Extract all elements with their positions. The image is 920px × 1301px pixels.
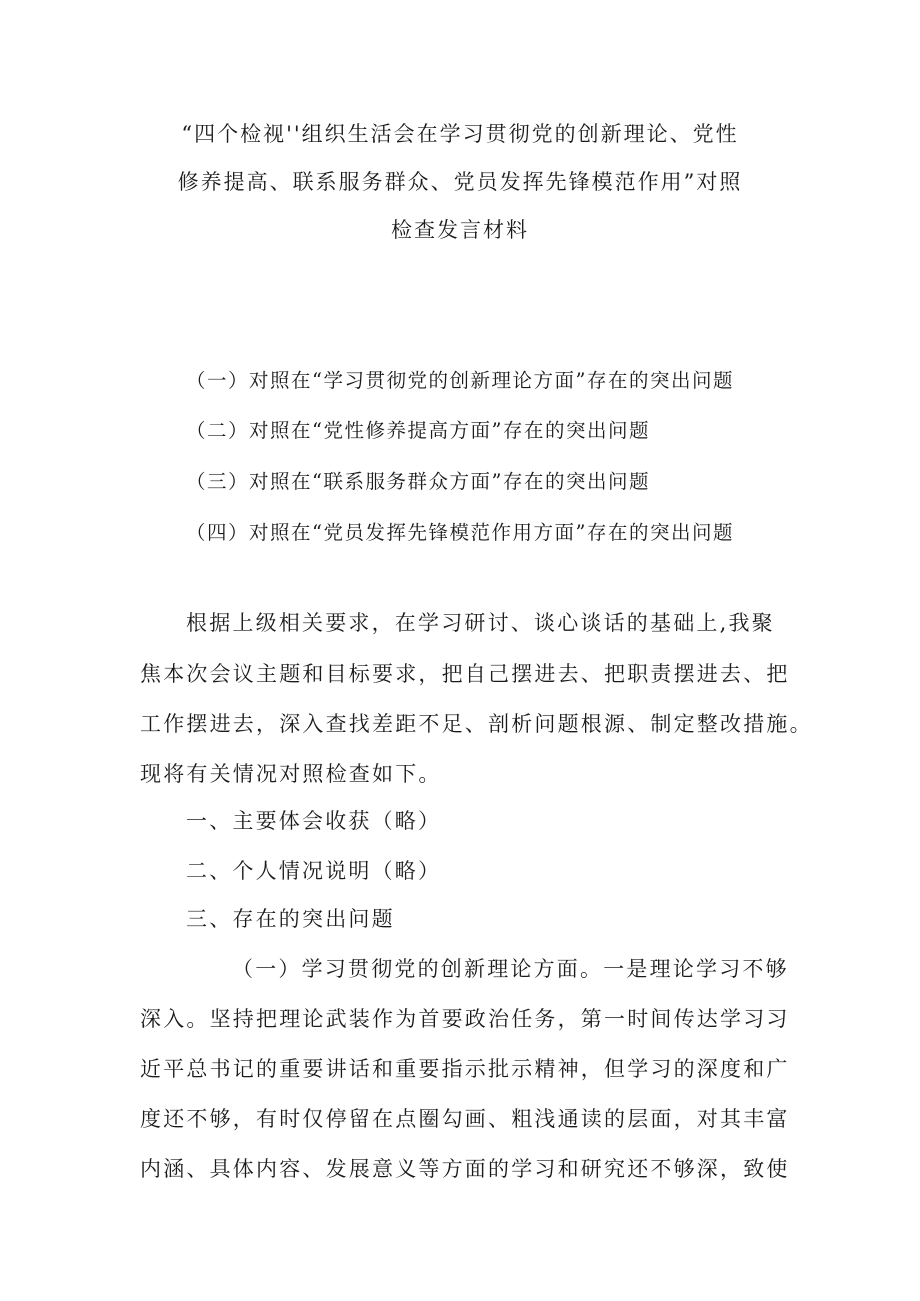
title-line-2: 修养提高、联系服务群众、党员发挥先锋模范作用”对照 [177,170,743,194]
outline-item-4: （四）对照在“党员发挥先锋模范作用方面”存在的突出问题 [186,521,734,544]
section-heading-2: 二、个人情况说明（略） [186,859,442,883]
outline-item-2: （二）对照在“党性修养提高方面”存在的突出问题 [186,419,650,442]
body-line-2: 深入。坚持把理论武装作为首要政治任务，第一时间传达学习习 [140,1007,790,1031]
body-line-5: 内涵、具体内容、发展意义等方面的学习和研究还不够深，致使 [140,1157,790,1181]
intro-line-2: 焦本次会议主题和目标要求，把自己摆进去、把职责摆进去、把 [140,662,790,686]
outline-item-1: （一）对照在“学习贯彻党的创新理论方面”存在的突出问题 [186,369,734,392]
body-line-1: （一）学习贯彻党的创新理论方面。一是理论学习不够 [232,957,789,981]
title-line-3: 检查发言材料 [391,218,529,242]
intro-line-1: 根据上级相关要求，在学习研讨、谈心谈话的基础上,我聚 [186,611,775,635]
outline-item-3: （三）对照在“联系服务群众方面”存在的突出问题 [186,470,650,493]
intro-line-3: 工作摆进去，深入查找差距不足、剖析问题根源、制定整改措施。 [140,712,813,736]
title-line-1: “四个检视''组织生活会在学习贯彻党的创新理论、党性 [181,122,739,146]
intro-line-4: 现将有关情况对照检查如下。 [140,762,442,786]
body-line-4: 度还不够，有时仅停留在点圈勾画、粗浅通读的层面，对其丰富 [140,1107,790,1131]
body-line-3: 近平总书记的重要讲话和重要指示批示精神，但学习的深度和广 [140,1057,790,1081]
section-heading-3: 三、存在的突出问题 [186,907,395,931]
section-heading-1: 一、主要体会收获（略） [186,809,442,833]
